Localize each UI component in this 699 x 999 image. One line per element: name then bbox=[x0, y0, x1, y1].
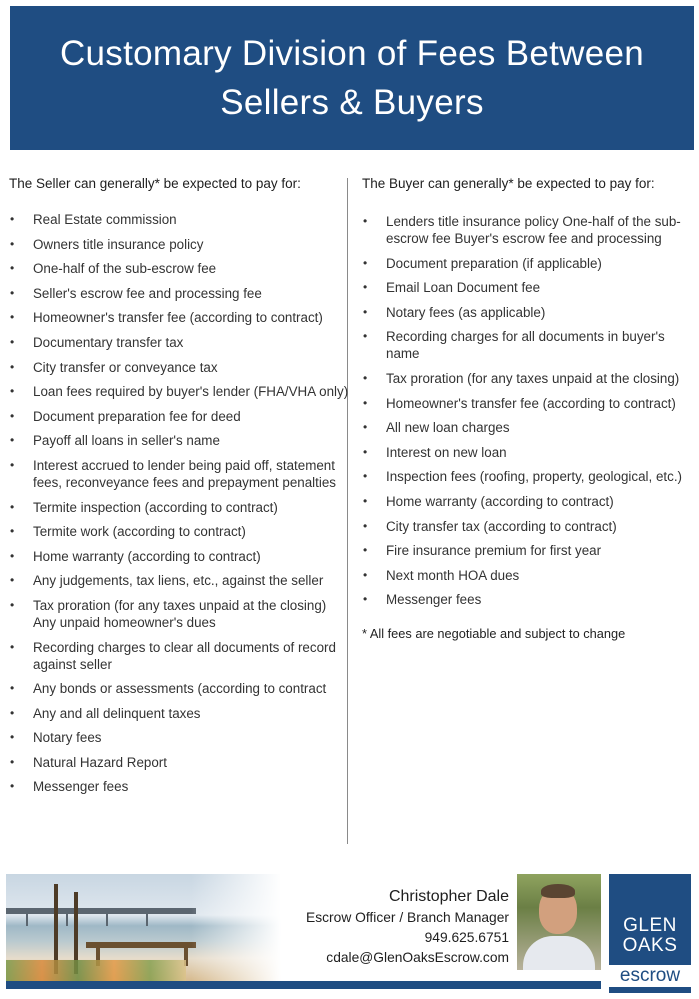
pier-post bbox=[66, 912, 68, 926]
seller-fee-item: • Payoff all loans in seller's name bbox=[9, 432, 349, 449]
seller-fee-item: • Owners title insurance policy bbox=[9, 236, 349, 253]
logo-line-glen: GLEN bbox=[623, 915, 677, 936]
buyer-fee-item: • Recording charges for all documents in buyer's name bbox=[362, 328, 696, 362]
seller-fee-item: • One-half of the sub-escrow fee bbox=[9, 260, 349, 277]
contact-name: Christopher Dale bbox=[388, 888, 509, 905]
buyer-fee-item: • Email Loan Document fee bbox=[362, 279, 696, 296]
seller-fee-item: • Homeowner's transfer fee (according to contract) bbox=[9, 309, 349, 326]
buyer-fee-item: • City transfer tax (according to contract) bbox=[362, 518, 696, 535]
seller-fee-item: • Termite inspection (according to contract) bbox=[9, 499, 349, 516]
pier-post bbox=[26, 912, 28, 926]
footer bbox=[0, 864, 699, 999]
glen-oaks-logo bbox=[609, 874, 691, 993]
flower-bed bbox=[6, 960, 186, 982]
seller-fee-item: • Messenger fees bbox=[9, 778, 349, 795]
seller-fee-item: • Any bonds or assessments (according to contract bbox=[9, 680, 349, 697]
seller-fee-item: • Loan fees required by buyer's lender (FHA/VHA only) bbox=[9, 383, 349, 400]
buyer-fee-item: • Inspection fees (roofing, property, geological, etc.) bbox=[362, 468, 696, 485]
fees-negotiable-note: * All fees are negotiable and subject to change bbox=[362, 626, 626, 642]
seller-fee-item: • Real Estate commission bbox=[9, 211, 349, 228]
portrait-hair bbox=[541, 884, 575, 898]
contact-email: cdale@GlenOaksEscrow.com bbox=[326, 950, 509, 965]
contact-block bbox=[306, 886, 509, 968]
buyer-column bbox=[362, 174, 696, 642]
pier-post bbox=[106, 912, 108, 926]
buyer-fee-item: • Next month HOA dues bbox=[362, 567, 696, 584]
pier-post bbox=[146, 912, 148, 926]
beach-photo bbox=[6, 874, 281, 982]
seller-fee-item: • Seller's escrow fee and processing fee bbox=[9, 285, 349, 302]
buyer-fee-item: • Notary fees (as applicable) bbox=[362, 304, 696, 321]
contact-title: Escrow Officer / Branch Manager bbox=[306, 910, 509, 925]
seller-fee-item: • Natural Hazard Report bbox=[9, 754, 349, 771]
seller-fee-item: • Document preparation fee for deed bbox=[9, 408, 349, 425]
logo-line-oaks: OAKS bbox=[622, 935, 678, 956]
seller-fee-item: • Tax proration (for any taxes unpaid at the closing) Any unpaid homeowner's dues bbox=[9, 597, 349, 631]
buyer-fee-item: • All new loan charges bbox=[362, 419, 696, 436]
contact-phone: 949.625.6751 bbox=[424, 930, 509, 945]
buyer-fee-item: • Tax proration (for any taxes unpaid at the closing) bbox=[362, 370, 696, 387]
title-banner bbox=[10, 6, 694, 150]
seller-fee-item: • Any and all delinquent taxes bbox=[9, 705, 349, 722]
seller-fee-item: • Termite work (according to contract) bbox=[9, 523, 349, 540]
agent-portrait bbox=[517, 874, 601, 970]
seller-fee-item: • Home warranty (according to contract) bbox=[9, 548, 349, 565]
pier-shape bbox=[6, 908, 196, 914]
seller-fee-item: • Notary fees bbox=[9, 729, 349, 746]
portrait-shirt bbox=[523, 936, 595, 970]
buyer-fee-item: • Homeowner's transfer fee (according to contract) bbox=[362, 395, 696, 412]
page-title-line-1: Customary Division of Fees Between bbox=[59, 34, 645, 73]
footer-rule bbox=[6, 981, 601, 989]
buyer-fee-item: • Fire insurance premium for first year bbox=[362, 542, 696, 559]
buyer-heading: The Buyer can generally* be expected to pay for: bbox=[362, 176, 655, 191]
buyer-fee-item: • Messenger fees bbox=[362, 591, 696, 608]
seller-fee-item: • Any judgements, tax liens, etc., against the seller bbox=[9, 572, 349, 589]
seller-fee-item: • Recording charges to clear all documents of record against seller bbox=[9, 639, 349, 673]
buyer-fee-list bbox=[362, 213, 696, 608]
seller-fee-list bbox=[9, 211, 349, 795]
buyer-fee-item: • Interest on new loan bbox=[362, 444, 696, 461]
buyer-fee-item: • Lenders title insurance policy One-half of the sub-escrow fee Buyer's escrow fee and processing bbox=[362, 213, 696, 247]
seller-heading: The Seller can generally* be expected to pay for: bbox=[9, 176, 301, 191]
photo-fade bbox=[191, 874, 281, 982]
picnic-table-shape bbox=[86, 942, 196, 948]
seller-fee-item: • Interest accrued to lender being paid off, statement fees, reconveyance fees and prepayment penalties bbox=[9, 457, 349, 491]
seller-fee-item: • Documentary transfer tax bbox=[9, 334, 349, 351]
logo-line-escrow: escrow bbox=[609, 965, 691, 987]
buyer-fee-item: • Home warranty (according to contract) bbox=[362, 493, 696, 510]
seller-column bbox=[9, 174, 349, 803]
buyer-fee-item: • Document preparation (if applicable) bbox=[362, 255, 696, 272]
page-title-line-2: Sellers & Buyers bbox=[220, 83, 484, 122]
seller-fee-item: • City transfer or conveyance tax bbox=[9, 359, 349, 376]
